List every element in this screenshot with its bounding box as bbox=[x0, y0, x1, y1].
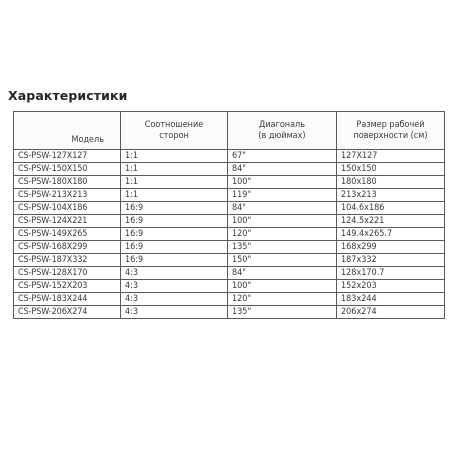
column-header-diagonal: Диагональ (в дюймах) bbox=[228, 112, 337, 150]
surface-size-cell: 127X127 bbox=[337, 150, 445, 163]
aspect-ratio-cell: 1:1 bbox=[121, 176, 228, 189]
model-cell: CS-PSW-127X127 bbox=[14, 150, 121, 163]
model-cell: CS-PSW-183X244 bbox=[14, 293, 121, 306]
aspect-ratio-cell: 4:3 bbox=[121, 267, 228, 280]
aspect-ratio-cell: 4:3 bbox=[121, 293, 228, 306]
table-row bbox=[14, 163, 445, 176]
model-cell: CS-PSW-187X332 bbox=[14, 254, 121, 267]
specifications-table bbox=[13, 111, 445, 319]
aspect-ratio-cell: 16:9 bbox=[121, 254, 228, 267]
table-row bbox=[14, 202, 445, 215]
aspect-ratio-cell: 4:3 bbox=[121, 306, 228, 319]
table-header-row bbox=[14, 112, 445, 150]
aspect-ratio-cell: 1:1 bbox=[121, 163, 228, 176]
diagonal-cell: 119" bbox=[228, 189, 337, 202]
table-row bbox=[14, 228, 445, 241]
aspect-ratio-cell: 16:9 bbox=[121, 228, 228, 241]
column-header-aspect-ratio: Соотношение сторон bbox=[121, 112, 228, 150]
table-row bbox=[14, 306, 445, 319]
table-row bbox=[14, 176, 445, 189]
table-row bbox=[14, 267, 445, 280]
model-cell: CS-PSW-104X186 bbox=[14, 202, 121, 215]
diagonal-cell: 100" bbox=[228, 215, 337, 228]
diagonal-cell: 84" bbox=[228, 267, 337, 280]
diagonal-cell: 84" bbox=[228, 202, 337, 215]
surface-size-cell: 183x244 bbox=[337, 293, 445, 306]
surface-size-cell: 168x299 bbox=[337, 241, 445, 254]
aspect-ratio-cell: 1:1 bbox=[121, 189, 228, 202]
surface-size-cell: 152x203 bbox=[337, 280, 445, 293]
model-cell: CS-PSW-180X180 bbox=[14, 176, 121, 189]
diagonal-cell: 67" bbox=[228, 150, 337, 163]
aspect-ratio-cell: 1:1 bbox=[121, 150, 228, 163]
table-row bbox=[14, 293, 445, 306]
surface-size-cell: 213x213 bbox=[337, 189, 445, 202]
table-row bbox=[14, 254, 445, 267]
diagonal-cell: 120" bbox=[228, 228, 337, 241]
column-header-model: Модель bbox=[14, 112, 121, 150]
diagonal-cell: 150" bbox=[228, 254, 337, 267]
diagonal-cell: 84" bbox=[228, 163, 337, 176]
diagonal-cell: 100" bbox=[228, 280, 337, 293]
aspect-ratio-cell: 16:9 bbox=[121, 202, 228, 215]
surface-size-cell: 124.5x221 bbox=[337, 215, 445, 228]
table-row bbox=[14, 241, 445, 254]
aspect-ratio-cell: 4:3 bbox=[121, 280, 228, 293]
model-cell: CS-PSW-149X265 bbox=[14, 228, 121, 241]
surface-size-cell: 150x150 bbox=[337, 163, 445, 176]
aspect-ratio-cell: 16:9 bbox=[121, 215, 228, 228]
surface-size-cell: 180x180 bbox=[337, 176, 445, 189]
aspect-ratio-cell: 16:9 bbox=[121, 241, 228, 254]
table-row bbox=[14, 150, 445, 163]
model-cell: CS-PSW-124X221 bbox=[14, 215, 121, 228]
table-row bbox=[14, 215, 445, 228]
surface-size-cell: 206x274 bbox=[337, 306, 445, 319]
table-row bbox=[14, 189, 445, 202]
surface-size-cell: 149.4x265.7 bbox=[337, 228, 445, 241]
surface-size-cell: 128x170.7 bbox=[337, 267, 445, 280]
model-cell: CS-PSW-152X203 bbox=[14, 280, 121, 293]
model-cell: CS-PSW-128X170 bbox=[14, 267, 121, 280]
model-cell: CS-PSW-150X150 bbox=[14, 163, 121, 176]
diagonal-cell: 135" bbox=[228, 241, 337, 254]
diagonal-cell: 135" bbox=[228, 306, 337, 319]
model-cell: CS-PSW-168X299 bbox=[14, 241, 121, 254]
table-row bbox=[14, 280, 445, 293]
surface-size-cell: 187x332 bbox=[337, 254, 445, 267]
surface-size-cell: 104.6x186 bbox=[337, 202, 445, 215]
model-cell: CS-PSW-213X213 bbox=[14, 189, 121, 202]
diagonal-cell: 120" bbox=[228, 293, 337, 306]
diagonal-cell: 100" bbox=[228, 176, 337, 189]
model-cell: CS-PSW-206X274 bbox=[14, 306, 121, 319]
section-title: Характеристики bbox=[8, 88, 128, 103]
column-header-surface-size: Размер рабочей поверхности (см) bbox=[337, 112, 445, 150]
